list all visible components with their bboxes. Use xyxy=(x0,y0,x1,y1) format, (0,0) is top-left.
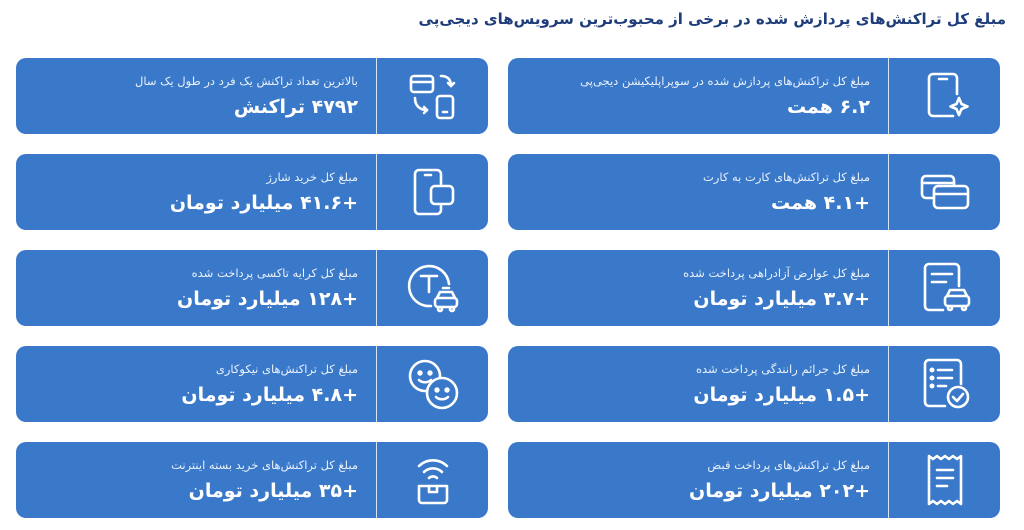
checklist-check-icon xyxy=(917,356,973,412)
stat-card-bills xyxy=(508,442,1000,518)
bill-icon xyxy=(917,452,973,508)
stat-value: ۴۷۹۲ تراکنش xyxy=(233,96,358,118)
stat-label: مبلغ کل تراکنش‌های پرداخت قبض xyxy=(707,458,870,472)
stat-card-toll xyxy=(508,250,1000,326)
icon-container xyxy=(888,154,1000,230)
icon-container xyxy=(376,442,488,518)
stat-card-charity xyxy=(16,346,488,422)
stat-label: مبلغ کل عوارض آزادراهی پرداخت شده xyxy=(683,266,870,280)
stat-card-max-transactions xyxy=(16,58,488,134)
stat-label: مبلغ کل تراکنش‌های نیکوکاری xyxy=(215,362,358,376)
stat-card-fines xyxy=(508,346,1000,422)
phone-recharge-icon xyxy=(405,164,461,220)
stat-label: مبلغ کل جرائم رانندگی پرداخت شده xyxy=(696,362,870,376)
stat-label: بالاترین تعداد تراکنش یک فرد در طول یک سال xyxy=(134,74,358,88)
icon-container xyxy=(888,346,1000,422)
icon-container xyxy=(376,346,488,422)
icon-container xyxy=(376,154,488,230)
icon-container xyxy=(888,250,1000,326)
stat-value: ۶.۲ همت xyxy=(786,96,870,118)
card-to-phone-icon xyxy=(405,68,461,124)
stat-value: +۲۰۲ میلیارد تومان xyxy=(689,480,870,502)
page-title: مبلغ کل تراکنش‌های پردازش شده در برخی از محبوب‌ترین سرویس‌های دیجی‌پی xyxy=(418,10,1006,28)
stat-label: مبلغ کل کرایه تاکسی پرداخت شده xyxy=(191,266,358,280)
stat-card-taxi xyxy=(16,250,488,326)
stat-label: مبلغ کل تراکنش‌های خرید بسته اینترنت xyxy=(171,458,358,472)
stat-value: +۱۲۸ میلیارد تومان xyxy=(177,288,358,310)
stat-label: مبلغ کل خرید شارژ xyxy=(266,170,358,184)
stat-value: +۴.۸ میلیارد تومان xyxy=(181,384,358,406)
stat-card-internet xyxy=(16,442,488,518)
cards-icon xyxy=(917,164,973,220)
stat-value: +۳۵ میلیارد تومان xyxy=(188,480,358,502)
taxi-icon xyxy=(405,260,461,316)
stat-card-card-to-card xyxy=(508,154,1000,230)
icon-container xyxy=(888,442,1000,518)
stat-label: مبلغ کل تراکنش‌های کارت به کارت xyxy=(702,170,870,184)
phone-sparkle-icon xyxy=(917,68,973,124)
stats-grid xyxy=(16,58,1000,518)
icon-container xyxy=(888,58,1000,134)
icon-container xyxy=(376,58,488,134)
stat-value: +۴۱.۶ میلیارد تومان xyxy=(169,192,358,214)
stat-value: +۳.۷ میلیارد تومان xyxy=(693,288,870,310)
stat-value: +۴.۱ همت xyxy=(771,192,870,214)
stat-card-superapp xyxy=(508,58,1000,134)
stat-label: مبلغ کل تراکنش‌های پردازش شده در سوپراپلیکیشن دیجی‌پی xyxy=(580,74,870,88)
icon-container xyxy=(376,250,488,326)
toll-receipt-car-icon xyxy=(917,260,973,316)
stat-value: +۱.۵ میلیارد تومان xyxy=(693,384,870,406)
stat-card-recharge xyxy=(16,154,488,230)
smiley-faces-icon xyxy=(405,356,461,412)
internet-package-icon xyxy=(405,452,461,508)
